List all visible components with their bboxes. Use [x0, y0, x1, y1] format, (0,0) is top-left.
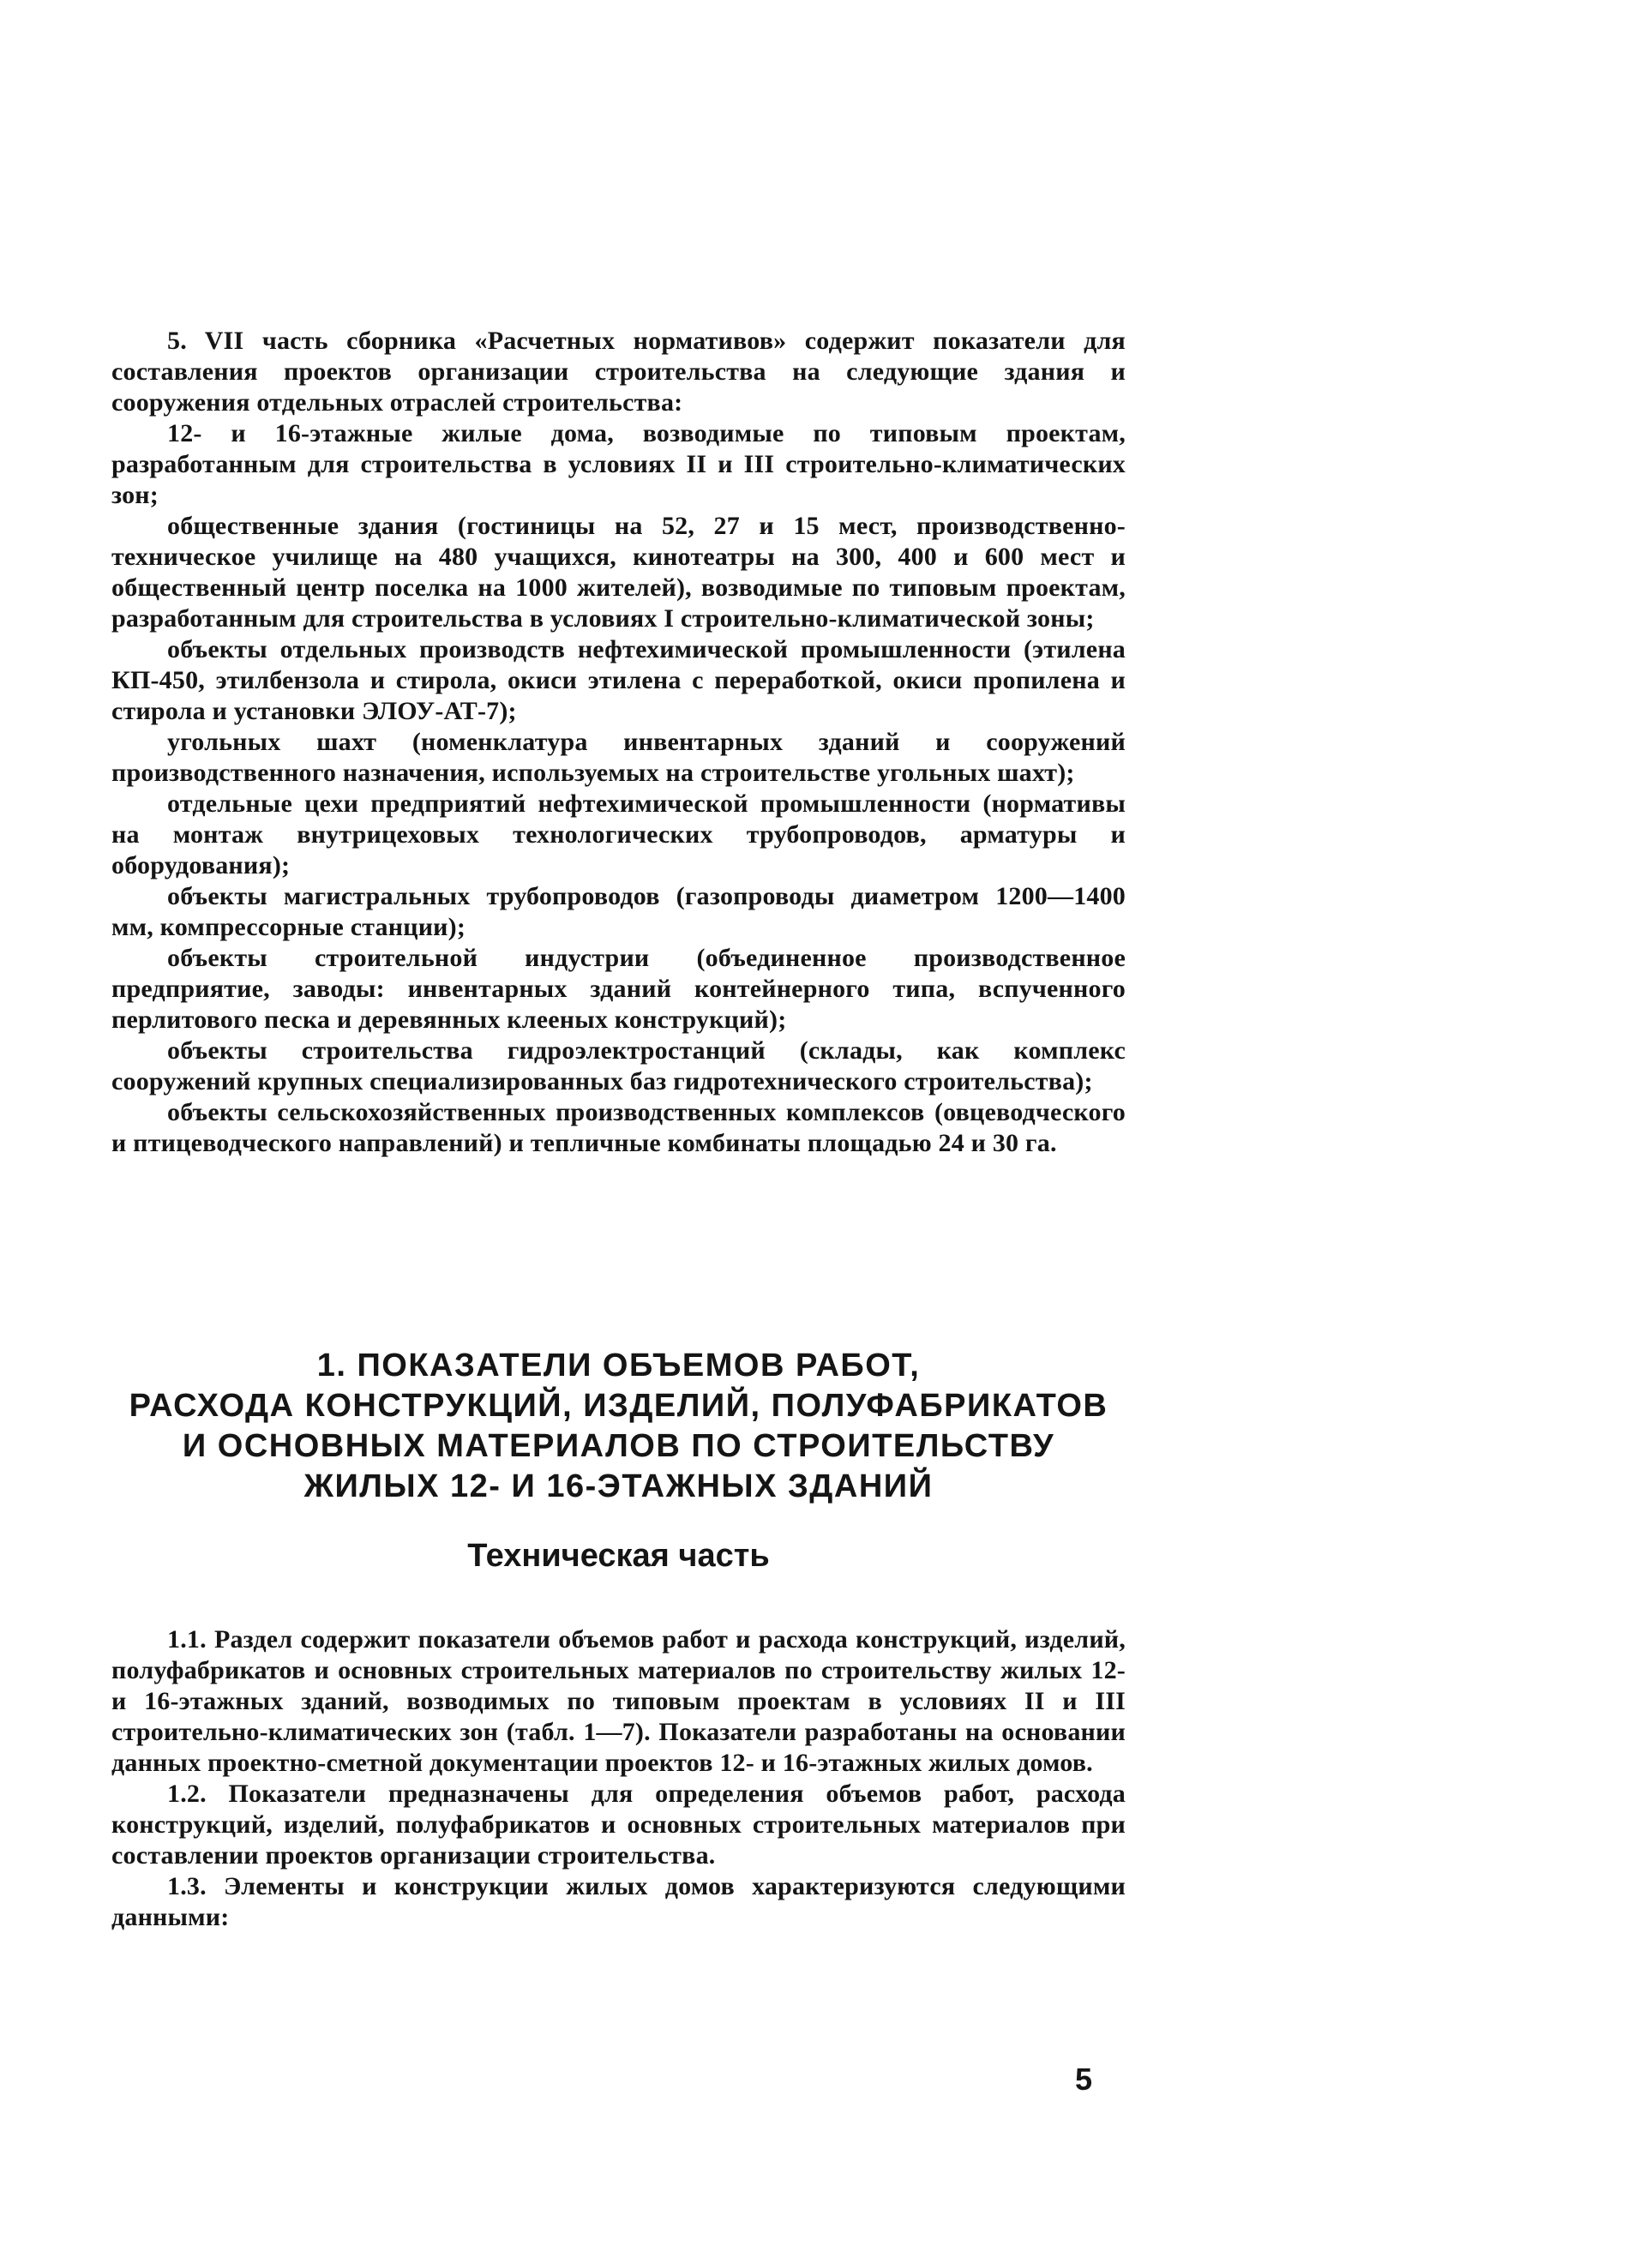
paragraph-1-2: 1.2. Показатели предназначены для определения объемов работ, расхода конструкций, изделий, полуфабрикатов и основных строительных материалов при составлении проектов организации строительства.	[111, 1780, 1126, 1870]
paragraph-1-3: 1.3. Элементы и конструкции жилых домов характеризуются следующими данными:	[111, 1872, 1126, 1931]
section-title-line: ЖИЛЫХ 12- И 16-ЭТАЖНЫХ ЗДАНИЙ	[303, 1468, 934, 1504]
intro-block	[111, 326, 1126, 1159]
section-title	[111, 1346, 1126, 1507]
list-item: общественные здания (гостиницы на 52, 27 и 15 мест, производственно-техническое училище на 480 учащихся, кинотеатры на 300, 400 и 600 мест и общественный центр поселка на 1000 жителей), возводимые по типовым проектам, разработанным для строительства в условиях I строительно-климатической зоны;	[111, 512, 1126, 633]
section-title-line: И ОСНОВНЫХ МАТЕРИАЛОВ ПО СТРОИТЕЛЬСТВУ	[182, 1428, 1055, 1464]
list-item: объекты строительства гидроэлектростанций (склады, как комплекс сооружений крупных специализированных баз гидротехнического строительства);	[111, 1036, 1126, 1095]
list-item: 12- и 16-этажные жилые дома, возводимые по типовым проектам, разработанным для строительства в условиях II и III строительно-климатических зон;	[111, 419, 1126, 509]
page-number: 5	[1074, 2062, 1093, 2097]
paragraph-1-1: 1.1. Раздел содержит показатели объемов работ и расхода конструкций, изделий, полуфабрикатов и основных строительных материалов по строительству жилых 12- и 16-этажных зданий, возводимых по типовым проектам в условиях II и III строительно-климатических зон (табл. 1—7). Показатели разработаны на основании данных проектно-сметной документации проектов 12- и 16-этажных жилых домов.	[111, 1625, 1126, 1777]
list-item: объекты сельскохозяйственных производственных комплексов (овцеводческого и птицеводческого направлений) и тепличные комбинаты площадью 24 и 30 га.	[111, 1098, 1126, 1157]
intro-paragraph: 5. VII часть сборника «Расчетных нормативов» содержит показатели для составления проектов организации строительства на следующие здания и сооружения отдельных отраслей строительства:	[111, 327, 1126, 417]
technical-part-text	[111, 1624, 1126, 1933]
list-item: объекты магистральных трубопроводов (газопроводы диаметром 1200—1400 мм, компрессорные станции);	[111, 882, 1126, 941]
section-subtitle: Техническая часть	[467, 1538, 770, 1574]
section-title-line: РАСХОДА КОНСТРУКЦИЙ, ИЗДЕЛИЙ, ПОЛУФАБРИКАТОВ	[129, 1388, 1108, 1424]
list-item: объекты строительной индустрии (объединенное производственное предприятие, заводы: инвентарных зданий контейнерного типа, вспученного перлитового песка и деревянных клееных конструкций);	[111, 944, 1126, 1034]
section-title-line: 1. ПОКАЗАТЕЛИ ОБЪЕМОВ РАБОТ,	[316, 1348, 921, 1384]
list-item: объекты отдельных производств нефтехимической промышленности (этилена КП-450, этилбензола и стирола, окиси этилена с переработкой, окиси пропилена и стирола и установки ЭЛОУ-АТ-7);	[111, 635, 1126, 725]
list-item: отдельные цехи предприятий нефтехимической промышленности (нормативы на монтаж внутрицеховых технологических трубопроводов, арматуры и оборудования);	[111, 789, 1126, 879]
list-item: угольных шахт (номенклатура инвентарных зданий и сооружений производственного назначения, используемых на строительстве угольных шахт);	[111, 728, 1126, 787]
